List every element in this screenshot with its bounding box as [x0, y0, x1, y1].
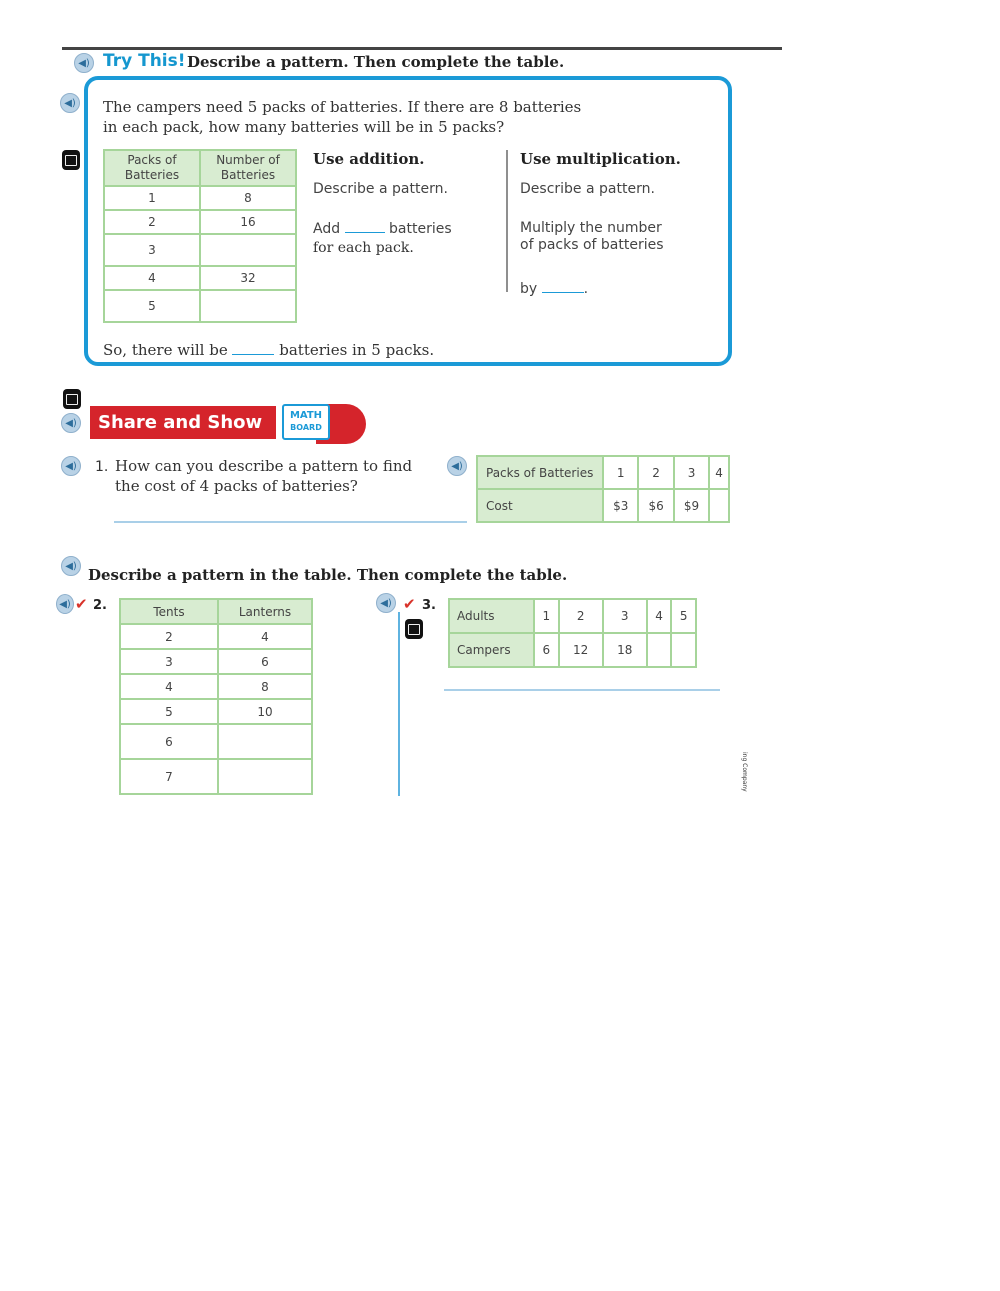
q1-line-2: the cost of 4 packs of batteries? — [115, 477, 358, 495]
table-cell: 3 — [120, 649, 218, 674]
so-start: So, there will be — [103, 341, 228, 359]
table-cell: 8 — [200, 186, 296, 210]
table-cell: 4 — [709, 456, 729, 489]
table-cell: 3 — [603, 599, 647, 633]
table-cell: 5 — [671, 599, 696, 633]
share-and-show-label: Share and Show — [90, 406, 276, 439]
addition-describe: Describe a pattern. — [313, 181, 448, 197]
device-icon[interactable] — [62, 150, 80, 170]
math-board-line-1: MATH — [289, 410, 323, 421]
audio-icon[interactable]: ◀) — [61, 456, 81, 476]
table-cell-input[interactable] — [218, 759, 312, 794]
checkmark-icon: ✔ — [75, 595, 88, 613]
table-cell: 2 — [559, 599, 603, 633]
q3-number: 3. — [422, 598, 436, 613]
audio-icon[interactable]: ◀) — [61, 413, 81, 433]
period: . — [583, 281, 589, 297]
multiplication-title: Use multiplication. — [520, 150, 681, 168]
problem-line-2: in each pack, how many batteries will be in 5 packs? — [103, 118, 505, 136]
audio-icon[interactable]: ◀) — [447, 456, 467, 476]
q3-adults-table — [448, 598, 697, 668]
table-cell: 6 — [120, 724, 218, 759]
math-board-icon — [282, 404, 330, 440]
checkmark-icon: ✔ — [403, 595, 416, 613]
table-cell-input[interactable] — [218, 724, 312, 759]
device-icon[interactable] — [405, 619, 423, 639]
table-cell: 32 — [200, 266, 296, 290]
try-this-instruction: Describe a pattern. Then complete the table. — [187, 53, 565, 71]
table-cell: 1 — [104, 186, 200, 210]
so-end: batteries in 5 packs. — [279, 341, 435, 359]
try-this-label: Try This! — [103, 51, 186, 71]
q1-cost-table — [476, 455, 730, 523]
table-cell: 4 — [120, 674, 218, 699]
device-icon[interactable] — [63, 389, 81, 409]
problem-text — [103, 97, 581, 137]
table-cell: 6 — [218, 649, 312, 674]
table-cell: 3 — [104, 234, 200, 266]
addition-each-pack: for each pack. — [313, 240, 414, 256]
table-cell: 4 — [647, 599, 672, 633]
table-cell: 10 — [218, 699, 312, 724]
table-cell: $3 — [603, 489, 638, 522]
so-sentence — [103, 340, 434, 360]
audio-icon[interactable]: ◀) — [74, 53, 94, 73]
table-header: Lanterns — [218, 599, 312, 624]
table-header: Packs of Batteries — [477, 456, 603, 489]
multiplication-line-2: of packs of batteries — [520, 237, 664, 253]
math-board-line-2: BOARD — [290, 423, 322, 432]
table-cell: 7 — [120, 759, 218, 794]
column-divider — [506, 150, 508, 292]
table-cell: 1 — [603, 456, 638, 489]
table-header: Adults — [449, 599, 534, 633]
addition-title: Use addition. — [313, 150, 425, 168]
audio-icon[interactable]: ◀) — [60, 93, 80, 113]
batteries-table — [103, 149, 297, 323]
table-cell: 16 — [200, 210, 296, 234]
section-instruction: Describe a pattern in the table. Then complete the table. — [88, 566, 568, 584]
problem-line-1: The campers need 5 packs of batteries. If there are 8 batteries — [103, 98, 582, 116]
table-cell: 1 — [534, 599, 559, 633]
answer-blank[interactable] — [542, 278, 584, 293]
add-word: Add — [313, 221, 341, 237]
table-cell: 2 — [638, 456, 673, 489]
table-cell: $6 — [638, 489, 673, 522]
table-cell-input[interactable] — [671, 633, 696, 667]
publisher-credit: ing Company — [741, 752, 748, 792]
table-cell: 12 — [559, 633, 603, 667]
table-header: Cost — [477, 489, 603, 522]
audio-icon[interactable]: ◀) — [61, 556, 81, 576]
table-cell: 3 — [674, 456, 709, 489]
table-cell-input[interactable] — [200, 290, 296, 322]
table-header: Number of Batteries — [200, 150, 296, 186]
table-cell-input[interactable] — [709, 489, 729, 522]
table-cell: 8 — [218, 674, 312, 699]
table-cell: 18 — [603, 633, 647, 667]
audio-icon[interactable]: ◀) — [56, 594, 74, 614]
table-header: Campers — [449, 633, 534, 667]
table-cell-input[interactable] — [200, 234, 296, 266]
answer-blank[interactable] — [232, 340, 274, 355]
q2-tents-table — [119, 598, 313, 795]
audio-icon[interactable]: ◀) — [376, 593, 396, 613]
by-word: by — [520, 281, 538, 297]
multiplication-describe: Describe a pattern. — [520, 181, 655, 197]
column-divider — [398, 612, 400, 796]
multiplication-line-1: Multiply the number — [520, 220, 662, 236]
table-cell: 4 — [104, 266, 200, 290]
table-cell: 5 — [104, 290, 200, 322]
answer-blank[interactable] — [345, 218, 385, 233]
addition-sentence — [313, 218, 452, 237]
q1-number: 1. — [95, 459, 109, 475]
multiplication-by — [520, 278, 588, 297]
table-cell-input[interactable] — [647, 633, 672, 667]
q1-text — [115, 456, 412, 496]
q2-number: 2. — [93, 598, 107, 613]
table-cell: $9 — [674, 489, 709, 522]
top-rule — [62, 47, 782, 50]
table-cell: 2 — [104, 210, 200, 234]
q1-line-1: How can you describe a pattern to find — [115, 457, 413, 475]
q1-answer-line[interactable] — [114, 521, 467, 523]
batteries-word: batteries — [389, 221, 452, 237]
q3-answer-line[interactable] — [444, 689, 720, 691]
table-header: Packs of Batteries — [104, 150, 200, 186]
table-header: Tents — [120, 599, 218, 624]
table-cell: 5 — [120, 699, 218, 724]
table-cell: 2 — [120, 624, 218, 649]
table-cell: 6 — [534, 633, 559, 667]
table-cell: 4 — [218, 624, 312, 649]
